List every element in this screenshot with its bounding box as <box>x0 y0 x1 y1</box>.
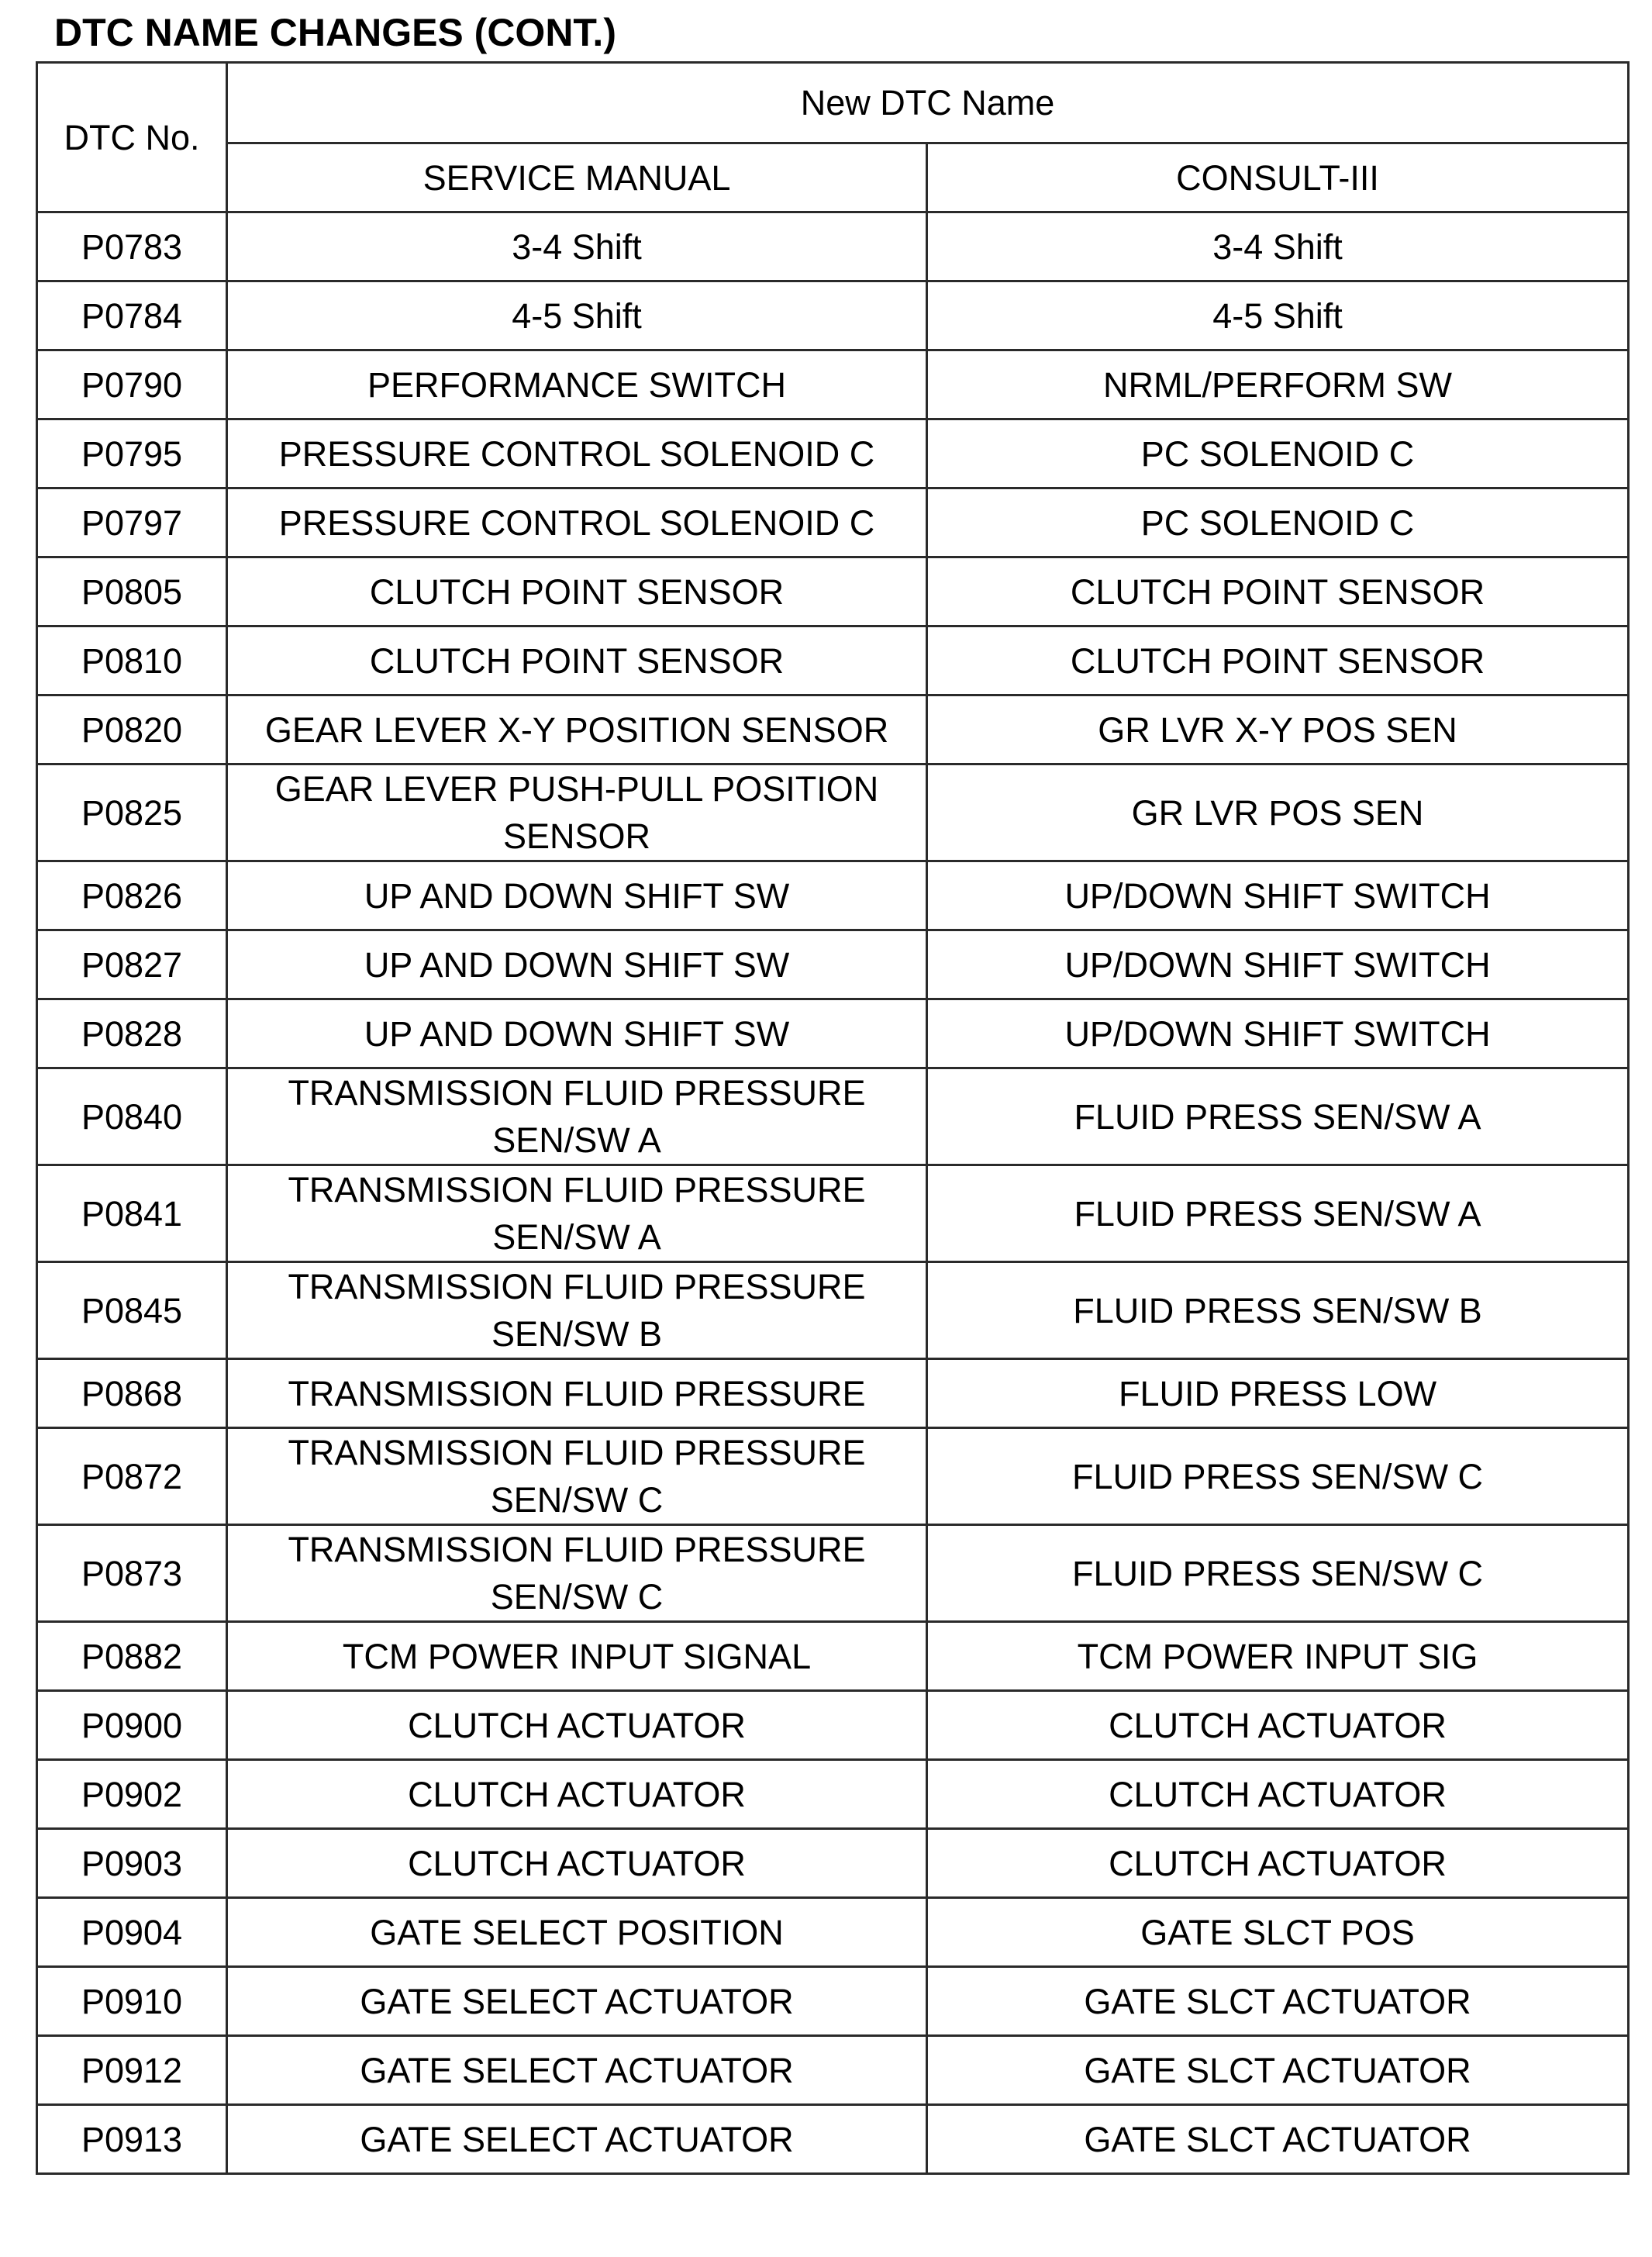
consult-iii-name-cell: UP/DOWN SHIFT SWITCH <box>927 861 1629 930</box>
dtc-number-cell: P0902 <box>37 1760 227 1829</box>
service-manual-name-cell: TRANSMISSION FLUID PRESSURE SEN/SW C <box>227 1525 927 1622</box>
dtc-number-cell: P0841 <box>37 1165 227 1262</box>
dtc-number-cell: P0783 <box>37 212 227 281</box>
table-row <box>37 695 1629 764</box>
table-row <box>37 1760 1629 1829</box>
consult-iii-name-cell: GATE SLCT POS <box>927 1898 1629 1967</box>
dtc-number-cell: P0910 <box>37 1967 227 2036</box>
dtc-number-cell: P0784 <box>37 281 227 350</box>
table-header <box>37 63 1629 212</box>
table-row <box>37 1967 1629 2036</box>
service-manual-name-cell: GATE SELECT ACTUATOR <box>227 1967 927 2036</box>
consult-iii-name-cell: CLUTCH POINT SENSOR <box>927 626 1629 695</box>
consult-iii-name-cell: NRML/PERFORM SW <box>927 350 1629 419</box>
consult-iii-name-cell: FLUID PRESS SEN/SW A <box>927 1068 1629 1165</box>
page-title: DTC NAME CHANGES (CONT.) <box>54 11 616 54</box>
dtc-number-cell: P0828 <box>37 999 227 1068</box>
table-row <box>37 212 1629 281</box>
consult-iii-name-cell: CLUTCH ACTUATOR <box>927 1829 1629 1898</box>
service-manual-name-cell: TRANSMISSION FLUID PRESSURE SEN/SW B <box>227 1262 927 1359</box>
consult-iii-name-cell: FLUID PRESS SEN/SW C <box>927 1525 1629 1622</box>
service-manual-name-cell: GEAR LEVER PUSH-PULL POSITION SENSOR <box>227 764 927 861</box>
service-manual-name-cell: CLUTCH ACTUATOR <box>227 1691 927 1760</box>
header-row-group <box>37 63 1629 143</box>
consult-iii-name-cell: GR LVR POS SEN <box>927 764 1629 861</box>
table-row <box>37 2036 1629 2105</box>
dtc-number-cell: P0845 <box>37 1262 227 1359</box>
table-row <box>37 764 1629 861</box>
dtc-number-cell: P0797 <box>37 488 227 557</box>
table-row <box>37 1525 1629 1622</box>
service-manual-name-cell: TCM POWER INPUT SIGNAL <box>227 1622 927 1691</box>
dtc-number-cell: P0820 <box>37 695 227 764</box>
dtc-number-cell: P0795 <box>37 419 227 488</box>
dtc-number-cell: P0873 <box>37 1525 227 1622</box>
column-group-header-new-dtc-name: New DTC Name <box>227 63 1629 143</box>
consult-iii-name-cell: GATE SLCT ACTUATOR <box>927 2036 1629 2105</box>
service-manual-name-cell: GATE SELECT ACTUATOR <box>227 2036 927 2105</box>
service-manual-name-cell: UP AND DOWN SHIFT SW <box>227 930 927 999</box>
consult-iii-name-cell: GATE SLCT ACTUATOR <box>927 1967 1629 2036</box>
consult-iii-name-cell: PC SOLENOID C <box>927 488 1629 557</box>
service-manual-name-cell: CLUTCH POINT SENSOR <box>227 626 927 695</box>
table-row <box>37 626 1629 695</box>
service-manual-name-cell: GATE SELECT POSITION <box>227 1898 927 1967</box>
dtc-number-cell: P0840 <box>37 1068 227 1165</box>
table-row <box>37 488 1629 557</box>
consult-iii-name-cell: GR LVR X-Y POS SEN <box>927 695 1629 764</box>
dtc-number-cell: P0810 <box>37 626 227 695</box>
service-manual-name-cell: TRANSMISSION FLUID PRESSURE SEN/SW A <box>227 1068 927 1165</box>
consult-iii-name-cell: 4-5 Shift <box>927 281 1629 350</box>
dtc-number-cell: P0900 <box>37 1691 227 1760</box>
consult-iii-name-cell: GATE SLCT ACTUATOR <box>927 2105 1629 2174</box>
table-row <box>37 1691 1629 1760</box>
consult-iii-name-cell: CLUTCH POINT SENSOR <box>927 557 1629 626</box>
dtc-number-cell: P0912 <box>37 2036 227 2105</box>
column-header-consult-iii: CONSULT-III <box>927 143 1629 212</box>
dtc-number-cell: P0904 <box>37 1898 227 1967</box>
service-manual-name-cell: CLUTCH ACTUATOR <box>227 1829 927 1898</box>
consult-iii-name-cell: PC SOLENOID C <box>927 419 1629 488</box>
service-manual-name-cell: CLUTCH ACTUATOR <box>227 1760 927 1829</box>
table-row <box>37 1262 1629 1359</box>
service-manual-name-cell: 4-5 Shift <box>227 281 927 350</box>
table-row <box>37 2105 1629 2174</box>
consult-iii-name-cell: CLUTCH ACTUATOR <box>927 1760 1629 1829</box>
consult-iii-name-cell: FLUID PRESS SEN/SW B <box>927 1262 1629 1359</box>
table-body <box>37 212 1629 2174</box>
consult-iii-name-cell: UP/DOWN SHIFT SWITCH <box>927 930 1629 999</box>
table-row <box>37 999 1629 1068</box>
dtc-number-cell: P0872 <box>37 1428 227 1525</box>
dtc-number-cell: P0868 <box>37 1359 227 1428</box>
table-row <box>37 1165 1629 1262</box>
consult-iii-name-cell: FLUID PRESS LOW <box>927 1359 1629 1428</box>
table-row <box>37 930 1629 999</box>
service-manual-name-cell: TRANSMISSION FLUID PRESSURE SEN/SW A <box>227 1165 927 1262</box>
dtc-number-cell: P0790 <box>37 350 227 419</box>
dtc-number-cell: P0825 <box>37 764 227 861</box>
table-row <box>37 861 1629 930</box>
table-row <box>37 350 1629 419</box>
table-row <box>37 1428 1629 1525</box>
consult-iii-name-cell: FLUID PRESS SEN/SW A <box>927 1165 1629 1262</box>
service-manual-name-cell: PRESSURE CONTROL SOLENOID C <box>227 488 927 557</box>
service-manual-name-cell: GATE SELECT ACTUATOR <box>227 2105 927 2174</box>
dtc-name-changes-table <box>36 61 1630 2175</box>
service-manual-name-cell: GEAR LEVER X-Y POSITION SENSOR <box>227 695 927 764</box>
consult-iii-name-cell: TCM POWER INPUT SIG <box>927 1622 1629 1691</box>
consult-iii-name-cell: 3-4 Shift <box>927 212 1629 281</box>
table-row <box>37 1068 1629 1165</box>
table-row <box>37 1622 1629 1691</box>
consult-iii-name-cell: UP/DOWN SHIFT SWITCH <box>927 999 1629 1068</box>
consult-iii-name-cell: FLUID PRESS SEN/SW C <box>927 1428 1629 1525</box>
service-manual-name-cell: UP AND DOWN SHIFT SW <box>227 861 927 930</box>
column-header-service-manual: SERVICE MANUAL <box>227 143 927 212</box>
dtc-number-cell: P0903 <box>37 1829 227 1898</box>
table-row <box>37 1829 1629 1898</box>
service-manual-name-cell: CLUTCH POINT SENSOR <box>227 557 927 626</box>
service-manual-name-cell: TRANSMISSION FLUID PRESSURE <box>227 1359 927 1428</box>
consult-iii-name-cell: CLUTCH ACTUATOR <box>927 1691 1629 1760</box>
dtc-number-cell: P0805 <box>37 557 227 626</box>
service-manual-name-cell: 3-4 Shift <box>227 212 927 281</box>
table-row <box>37 557 1629 626</box>
service-manual-name-cell: UP AND DOWN SHIFT SW <box>227 999 927 1068</box>
table-row <box>37 1898 1629 1967</box>
dtc-number-cell: P0913 <box>37 2105 227 2174</box>
service-manual-name-cell: TRANSMISSION FLUID PRESSURE SEN/SW C <box>227 1428 927 1525</box>
dtc-number-cell: P0882 <box>37 1622 227 1691</box>
dtc-number-cell: P0827 <box>37 930 227 999</box>
dtc-number-cell: P0826 <box>37 861 227 930</box>
table-row <box>37 1359 1629 1428</box>
table-row <box>37 419 1629 488</box>
header-row-columns <box>37 143 1629 212</box>
table-row <box>37 281 1629 350</box>
service-manual-name-cell: PERFORMANCE SWITCH <box>227 350 927 419</box>
column-header-dtc-no: DTC No. <box>37 63 227 212</box>
service-manual-name-cell: PRESSURE CONTROL SOLENOID C <box>227 419 927 488</box>
